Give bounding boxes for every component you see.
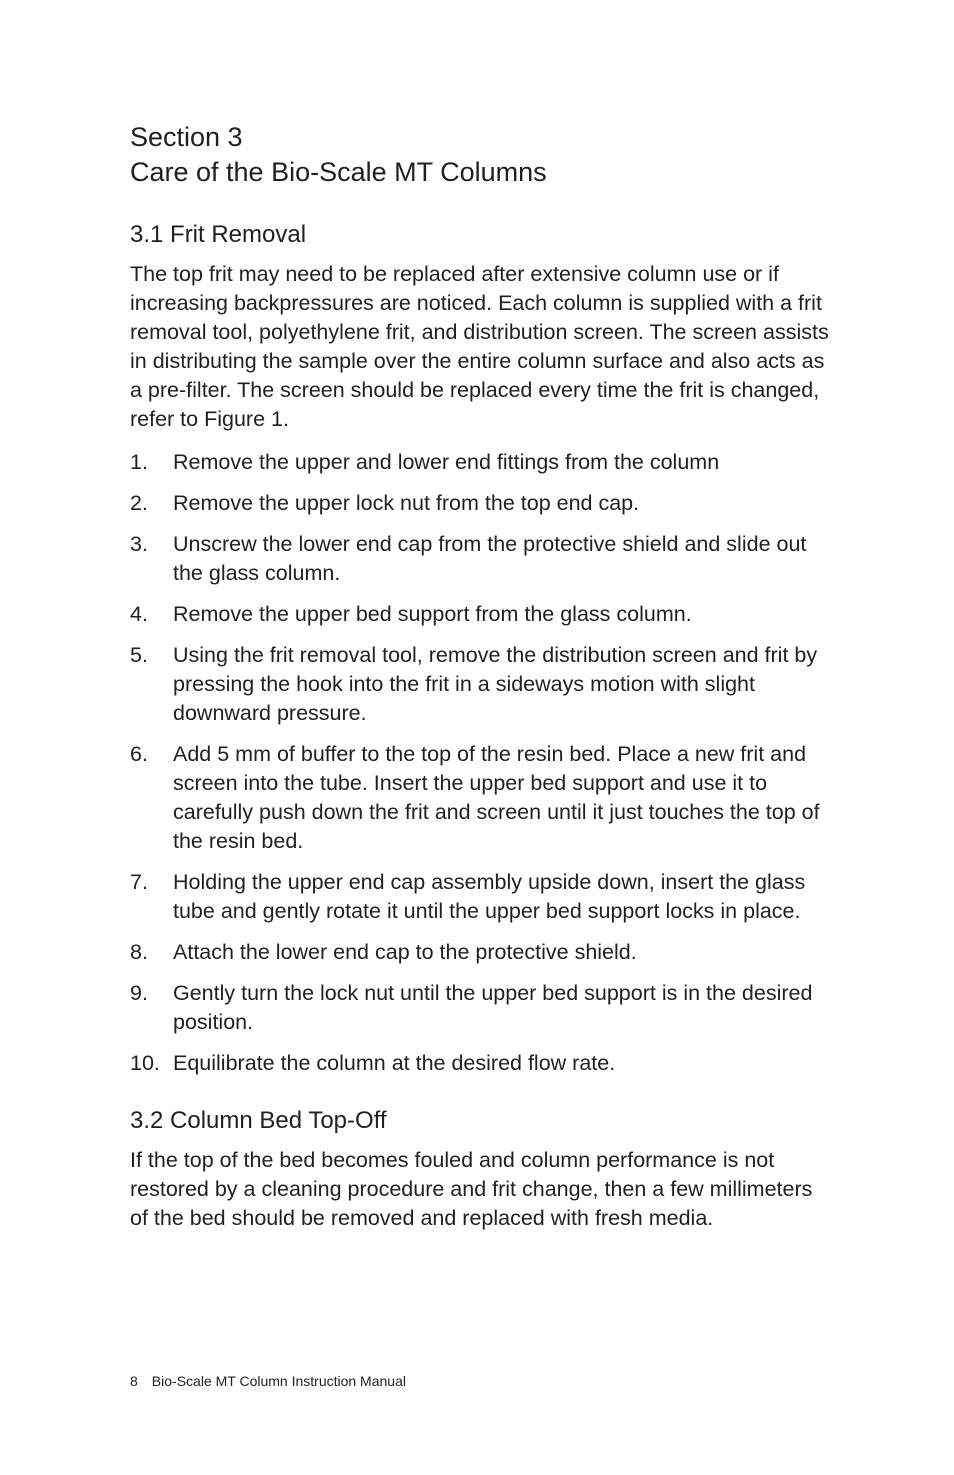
step-number: 3. [130,532,148,556]
bed-topoff-heading: 3.2 Column Bed Top-Off [130,1107,387,1134]
step-number: 1. [130,450,148,474]
page-number: 8 [130,1373,138,1389]
step-text: Using the frit removal tool, remove the distribution screen and frit by pressing the hook into the frit in a sideways motion with slight downward pressure. [173,643,818,725]
manual-title: Bio-Scale MT Column Instruction Manual [151,1373,406,1389]
step-number: 6. [130,742,148,766]
step-item [130,740,830,856]
step-text: Add 5 mm of buffer to the top of the resin bed. Place a new frit and screen into the tube. Insert the upper bed support and use it to carefully push down the frit and screen until it just touches the top of the resin bed. [173,742,820,853]
step-text: Remove the upper lock nut from the top end cap. [173,491,640,515]
step-number: 4. [130,602,148,626]
step-number: 10. [130,1051,160,1075]
step-text: Gently turn the lock nut until the upper bed support is in the desired position. [173,981,813,1034]
step-number: 8. [130,940,148,964]
step-number: 9. [130,981,148,1005]
step-text: Attach the lower end cap to the protective shield. [173,940,637,964]
document-page [130,120,830,1233]
bed-topoff-body: If the top of the bed becomes fouled and column performance is not restored by a cleaning procedure and frit change, then a few millimeters of the bed should be removed and replaced with fresh media. [130,1148,813,1230]
frit-removal-heading: 3.1 Frit Removal [130,221,307,248]
step-item [130,489,830,518]
step-item [130,979,830,1037]
step-item [130,448,830,477]
step-number: 2. [130,491,148,515]
step-item [130,600,830,629]
step-item [130,938,830,967]
page-footer [130,1372,406,1390]
section-label: Section 3 [130,122,243,152]
step-text: Remove the upper and lower end fittings from the column [173,450,720,474]
step-number: 7. [130,870,148,894]
step-item [130,868,830,926]
step-number: 5. [130,643,148,667]
step-text: Remove the upper bed support from the glass column. [173,602,692,626]
frit-removal-steps [130,448,830,1078]
step-text: Equilibrate the column at the desired flow rate. [173,1051,616,1075]
step-item [130,641,830,728]
step-text: Holding the upper end cap assembly upside down, insert the glass tube and gently rotate it until the upper bed support locks in place. [173,870,806,923]
step-item [130,530,830,588]
frit-removal-intro: The top frit may need to be replaced after extensive column use or if increasing backpressures are noticed. Each column is supplied with a frit removal tool, polyethylene frit, and distribution screen. The screen assists in distributing the sample over the entire column surface and also acts as a pre-filter. The screen should be replaced every time the frit is changed, refer to Figure 1. [130,262,829,431]
step-text: Unscrew the lower end cap from the protective shield and slide out the glass column. [173,532,807,585]
section-title: Care of the Bio-Scale MT Columns [130,157,547,187]
step-item [130,1049,830,1078]
